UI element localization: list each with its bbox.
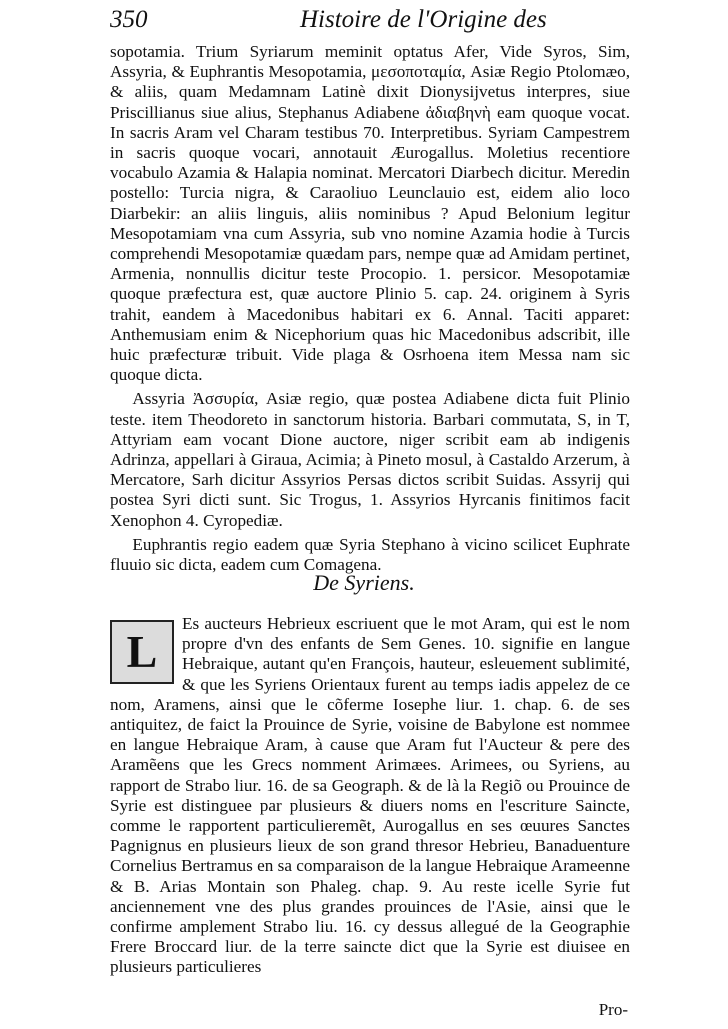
latin-paragraph-euphrantis: Euphrantis regio eadem quæ Syria Stephano à vicino scilicet Euphrate fluuio sic dicta, eadem cum Comagena. [110, 534, 630, 575]
latin-paragraph-mesopotamia: sopotamia. Trium Syriarum meminit optatus Afer, Vide Syros, Sim, Assyria, & Euphrantis Mesopotamia, μεσοποταμία, Asiæ Regio Ptolomæo, & aliis, quam Medamnam Latinè dixit Dionysijvetus interpres, siue Priscillianus siue alius, Stephanus Adiabene ἀδιαβηνὴ eam quoque vocat. In sacris Aram vel Charam testibus 70. Interpretibus. Syriam Campestrem in sacris quoque vocari, annotauit Æurogallus. Moletius recentiore vocabulo Azamia & Halapia nominat. Mercatori Diarbech dicitur. Meredin postello: Turcia nigra, & Caraoliuo Leunclauio est, eidem alio loco Diarbekir: an aliis linguis, aliis nominibus ? Apud Belonium legitur Mesopotamiam vna cum Assyria, sub vno nomine Azamia hodie à Turcis comprehendi Mesopotamiæ quædam pars, nempe quæ ad Amidam pertinet, Armenia, nonnullis dicitur teste Procopio. 1. persicor. Mesopotamiæ quoque præfectura est, quæ auctore Plinio 5. cap. 24. originem à Syris trahit, eandem à Macedonibus habitari ex 6. Annal. Taciti apparet: Anthemusiam enim & Nicephorium quas hic Macedonibus adscribit, ille huic præfecturæ tribuit. Vide plaga & Osrhoena item Messa nam sic quoque dicta. [110, 42, 630, 385]
french-text-block [110, 614, 630, 978]
latin-paragraph-assyria: Assyria Ἀσσυρία, Asiæ regio, quæ postea Adiabene dicta fuit Plinio teste. item Theodoreto in sanctorum historia. Barbari commutata, S, in T, Attyriam eam vocant Dione auctore, niger scribit eam ab indigenis Adrinza, appellari à Giraua, Acimia; à Pineto mosul, à Castaldo Arzerum, à Mercatore, Sarh dicitur Assyrios Persas dictos scribit Suidas. Assyrij qui postea Syri dicti sunt. Sic Trogus, 1. Assyrios Hyrcanis finitimos facit Xenophon 4. Cyropediæ. [110, 389, 630, 530]
section-title: De Syriens. [313, 570, 415, 595]
running-title: Histoire de l'Origine des [300, 6, 547, 33]
catchword: Pro- [598, 1000, 628, 1019]
page-number: 350 [110, 6, 148, 33]
decorated-initial: L [110, 620, 174, 684]
french-paragraph: Es aucteurs Hebrieux escriuent que le mot Aram, qui est le nom propre d'vn des enfants de Sem Genes. 10. signifie en langue Hebraique, autant qu'en François, hauteur, esleuement sublimité, & que les Syriens Orientaux furent au temps iadis appelez de ce nom, Aramens, ainsi que le cõferme Iosephe liur. 1. chap. 6. de ses antiquitez, de faict la Prouince de Syrie, voisine de Babylone est nommee en langue Hebraique Aram, à cause que Aram fut l'Aucteur & pere des Aramẽens que les Grecs nomment Arimæes. Arimees, ou Syriens, au rapport de Strabo liur. 16. de sa Geograph. & de là la Regiõ ou Prouince de Syrie est distinguee par plusieurs & diuers noms en l'escriture Saincte, comme le rapportent particulieremẽt, Aurogallus en ses œuures Sanctes Pagnignus en plusieurs lieux de son grand thresor Hebrieu, Banaduenture Cornelius Bertramus en sa comparaison de la langue Hebraique Arameenne & B. Arias Montain son Phaleg. chap. 9. Au reste icelle Syrie fut anciennement vne des plus grandes prouinces de l'Asie, ainsi que le confirme amplement Strabo liu. 16. cy dessus allegué de la Geographie Frere Broccard liur. de la terre saincte dict que la Syrie est diuisee en plusieurs particulieres [110, 614, 630, 977]
page-header [110, 6, 630, 42]
latin-text-block [110, 42, 630, 579]
